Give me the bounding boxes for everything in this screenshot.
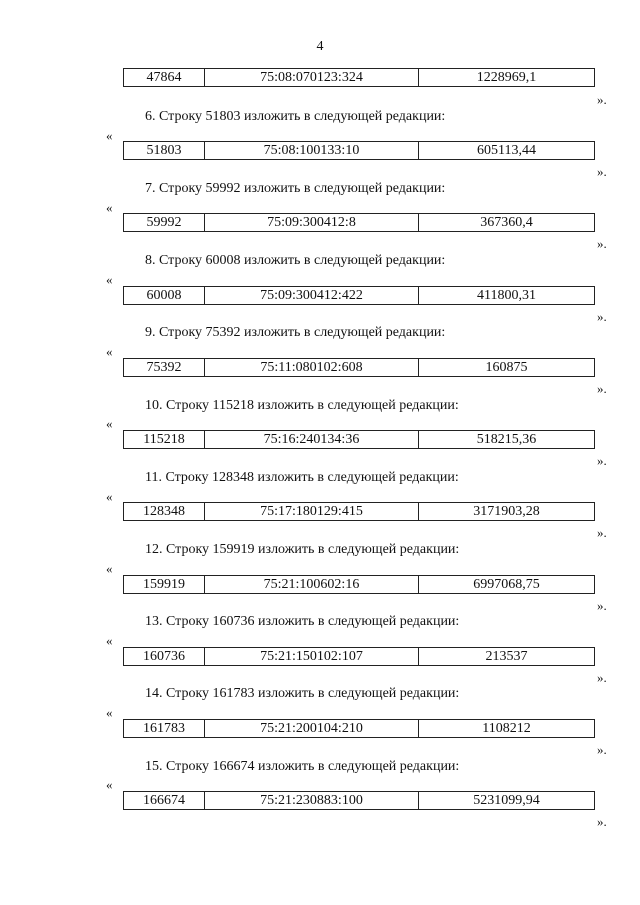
amendment-instruction: 12. Строку 159919 изложить в следующей редакции: — [145, 542, 460, 557]
opening-quote: « — [106, 128, 113, 143]
closing-quote: ». — [597, 525, 607, 540]
closing-quote: ». — [597, 814, 607, 829]
amendment-instruction: 10. Строку 115218 изложить в следующей редакции: — [145, 398, 459, 413]
row-number-cell: 115218 — [124, 431, 205, 449]
opening-quote: « — [106, 416, 113, 431]
closing-quote: ». — [597, 309, 607, 324]
value-cell: 6997068,75 — [419, 576, 595, 594]
value-cell: 5231099,94 — [419, 792, 595, 810]
closing-quote: ». — [597, 164, 607, 179]
table-row — [123, 141, 595, 160]
table-row — [123, 647, 595, 666]
cadastral-number-cell: 75:16:240134:36 — [205, 431, 419, 449]
cadastral-number-cell: 75:21:200104:210 — [205, 720, 419, 738]
cadastral-number-cell: 75:11:080102:608 — [205, 359, 419, 377]
value-cell: 3171903,28 — [419, 503, 595, 521]
row-number-cell: 47864 — [124, 69, 205, 87]
table-row — [123, 719, 595, 738]
row-number-cell: 161783 — [124, 720, 205, 738]
cadastral-number-cell: 75:09:300412:422 — [205, 287, 419, 305]
opening-quote: « — [106, 344, 113, 359]
opening-quote: « — [106, 200, 113, 215]
table-row — [123, 68, 595, 87]
cadastral-number-cell: 75:21:150102:107 — [205, 648, 419, 666]
table-row — [123, 791, 595, 810]
value-cell: 1228969,1 — [419, 69, 595, 87]
opening-quote: « — [106, 777, 113, 792]
value-cell: 213537 — [419, 648, 595, 666]
closing-quote: ». — [597, 598, 607, 613]
closing-quote: ». — [597, 453, 607, 468]
row-number-cell: 166674 — [124, 792, 205, 810]
amendment-instruction: 15. Строку 166674 изложить в следующей редакции: — [145, 759, 460, 774]
opening-quote: « — [106, 489, 113, 504]
amendment-instruction: 7. Строку 59992 изложить в следующей редакции: — [145, 181, 446, 196]
amendment-instruction: 13. Строку 160736 изложить в следующей редакции: — [145, 614, 460, 629]
page-number: 4 — [316, 39, 324, 54]
opening-quote: « — [106, 272, 113, 287]
row-number-cell: 128348 — [124, 503, 205, 521]
cadastral-number-cell: 75:21:100602:16 — [205, 576, 419, 594]
row-number-cell: 59992 — [124, 214, 205, 232]
cadastral-number-cell: 75:17:180129:415 — [205, 503, 419, 521]
value-cell: 411800,31 — [419, 287, 595, 305]
closing-quote: ». — [597, 381, 607, 396]
value-cell: 367360,4 — [419, 214, 595, 232]
closing-quote: ». — [597, 92, 607, 107]
opening-quote: « — [106, 633, 113, 648]
value-cell: 518215,36 — [419, 431, 595, 449]
closing-quote: ». — [597, 236, 607, 251]
table-row — [123, 286, 595, 305]
table-row — [123, 358, 595, 377]
table-row — [123, 213, 595, 232]
cadastral-number-cell: 75:08:070123:324 — [205, 69, 419, 87]
row-number-cell: 159919 — [124, 576, 205, 594]
row-number-cell: 160736 — [124, 648, 205, 666]
value-cell: 160875 — [419, 359, 595, 377]
closing-quote: ». — [597, 742, 607, 757]
amendment-instruction: 8. Строку 60008 изложить в следующей редакции: — [145, 253, 446, 268]
cadastral-number-cell: 75:08:100133:10 — [205, 142, 419, 160]
table-row — [123, 575, 595, 594]
row-number-cell: 51803 — [124, 142, 205, 160]
value-cell: 1108212 — [419, 720, 595, 738]
amendment-instruction: 6. Строку 51803 изложить в следующей редакции: — [145, 109, 446, 124]
amendment-instruction: 14. Строку 161783 изложить в следующей редакции: — [145, 686, 460, 701]
table-row — [123, 502, 595, 521]
row-number-cell: 75392 — [124, 359, 205, 377]
amendment-instruction: 9. Строку 75392 изложить в следующей редакции: — [145, 325, 446, 340]
cadastral-number-cell: 75:21:230883:100 — [205, 792, 419, 810]
cadastral-number-cell: 75:09:300412:8 — [205, 214, 419, 232]
closing-quote: ». — [597, 670, 607, 685]
amendment-instruction: 11. Строку 128348 изложить в следующей редакции: — [145, 470, 459, 485]
row-number-cell: 60008 — [124, 287, 205, 305]
opening-quote: « — [106, 561, 113, 576]
opening-quote: « — [106, 705, 113, 720]
table-row — [123, 430, 595, 449]
value-cell: 605113,44 — [419, 142, 595, 160]
